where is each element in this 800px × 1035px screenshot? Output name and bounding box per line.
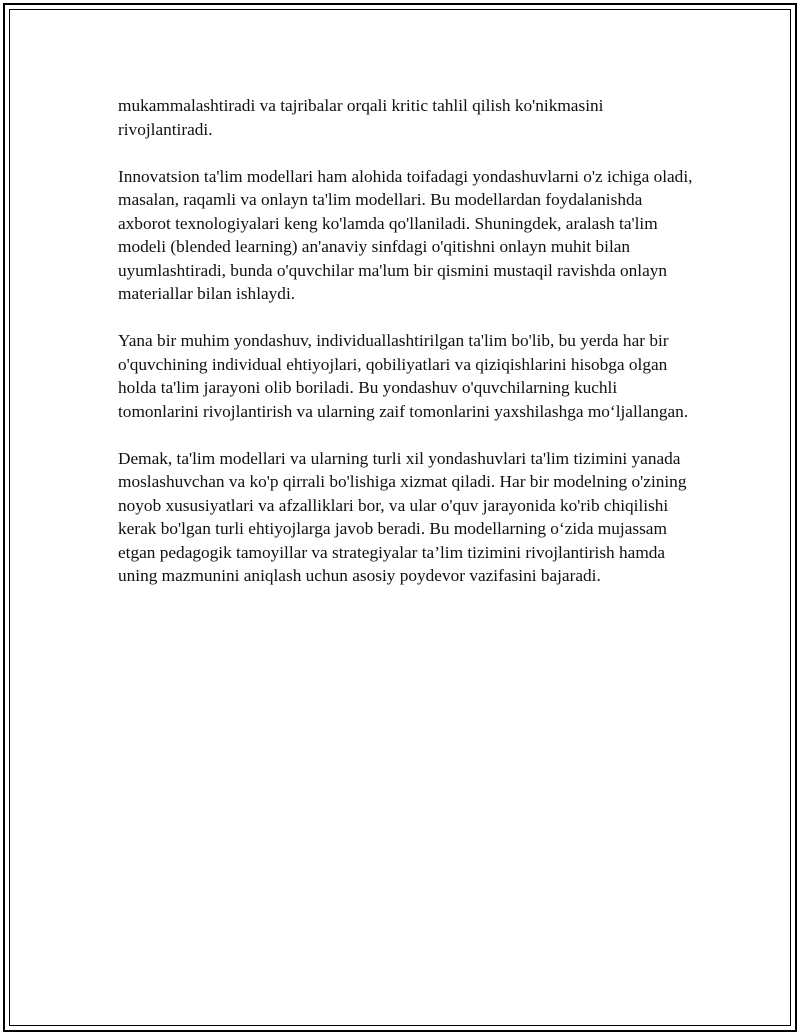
document-body bbox=[118, 94, 698, 611]
paragraph-2: Innovatsion ta'lim modellari ham alohida toifadagi yondashuvlarni o'z ichiga oladi, masalan, raqamli va onlayn ta'lim modellari. Bu modellardan foydalanishda axborot texnologiyalari keng ko'lamda qo'llaniladi. Shuningdek, aralash ta'lim modeli (blended learning) an'anaviy sinfdagi o'qitishni onlayn muhit bilan uyumlashtiradi, bunda o'quvchilar ma'lum bir qismini mustaqil ravishda onlayn materiallar bilan ishlaydi. bbox=[118, 166, 693, 303]
paragraph-3: Yana bir muhim yondashuv, individuallashtirilgan ta'lim bo'lib, bu yerda har bir o'quvchining individual ehtiyojlari, qobiliyatlari va qiziqishlarini hisobga olgan holda ta'lim jarayoni olib boriladi. Bu yondashuv o'quvchilarning kuchli tomonlarini rivojlantirish va ularning zaif tomonlarini yaxshilashga mo‘ljallangan. bbox=[118, 331, 689, 421]
paragraph-1: mukammalashtiradi va tajribalar orqali kritic tahlil qilish ko'nikmasini rivojlantiradi. bbox=[118, 96, 604, 139]
paragraph-4: Demak, ta'lim modellari va ularning turli xil yondashuvlari ta'lim tizimini yanada moslashuvchan va ko'p qirrali bo'lishiga xizmat qiladi. Har bir modelning o'zining noyob xususiyatlari va afzalliklari bor, va ular o'quv jarayonida ko'rib chiqilishi kerak bo'lgan turli ehtiyojlarga javob beradi. Bu modellarning o‘zida mujassam etgan pedagogik tamoyillar va strategiyalar ta’lim tizimini rivojlantirish hamda uning mazmunini aniqlash uchun asosiy poydevor vazifasini bajaradi. bbox=[118, 448, 687, 585]
